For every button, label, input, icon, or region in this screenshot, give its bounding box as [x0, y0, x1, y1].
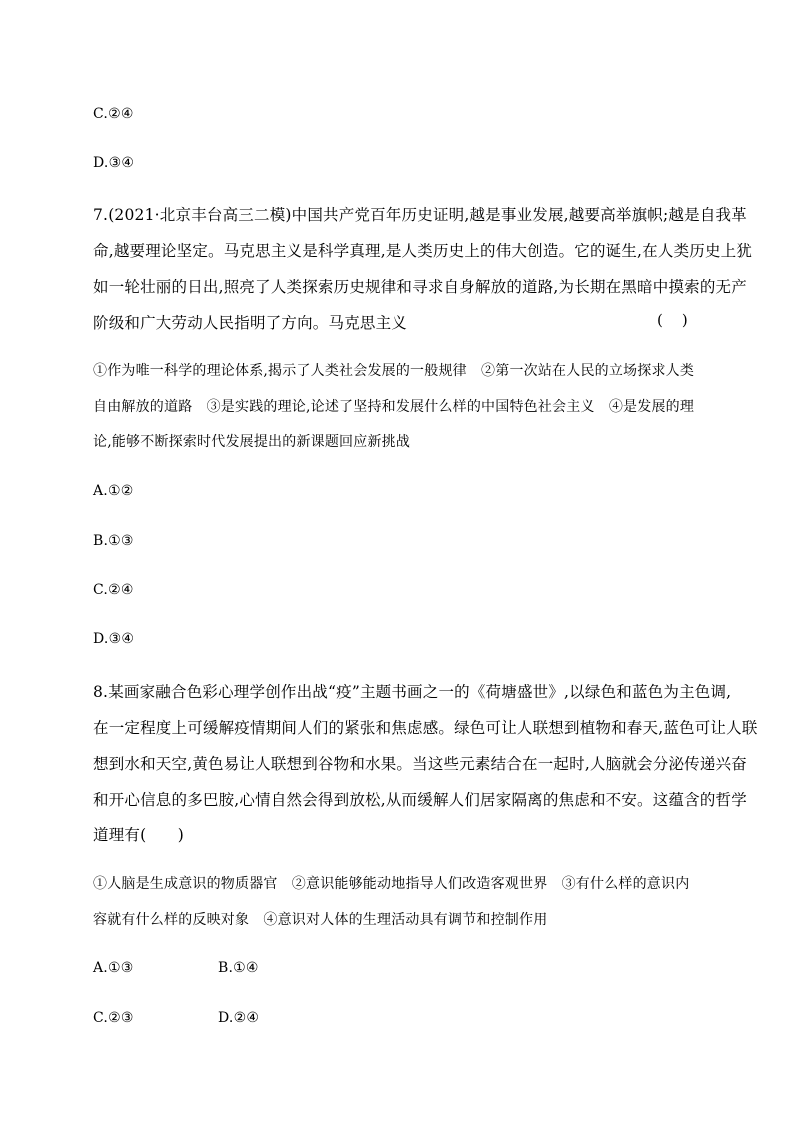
q8-stem-line: 和开心信息的多巴胺,心情自然会得到放松,从而缓解人们居家隔离的焦虑和不安。这蕴含的哲学: [93, 791, 747, 809]
q8-statement-line: ①人脑是生成意识的物质器官 ②意识能够能动地指导人们改造客观世界 ③有什么样的意识内: [93, 876, 690, 892]
q8-stem-line: 想到水和天空,黄色易让人联想到谷物和水果。当这些元素结合在一起时,人脑就会分泌传递兴奋: [93, 755, 747, 773]
q7-answer-bracket: ( ): [657, 311, 688, 329]
q7-option-d: D.③④: [93, 631, 135, 647]
q7-option-b: B.①③: [93, 533, 134, 549]
q6-option-c: C.②④: [93, 106, 134, 122]
q8-option-a: A.①③: [93, 960, 134, 976]
q8-stem-line: 在一定程度上可缓解疫情期间人们的紧张和焦虑感。绿色可让人联想到植物和春天,蓝色可让人联: [93, 719, 758, 737]
q7-option-a: A.①②: [93, 483, 134, 499]
q7-option-c: C.②④: [93, 582, 134, 598]
q7-statement-line: 论,能够不断探索时代发展提出的新课题回应新挑战: [93, 434, 411, 450]
q7-stem-line: 7.(2021·北京丰台高三二模)中国共产党百年历史证明,越是事业发展,越要高举旗帜;越是自我革: [93, 206, 747, 224]
q8-stem-line: 8.某画家融合色彩心理学创作出战“疫”主题书画之一的《荷塘盛世》,以绿色和蓝色为主色调,: [93, 683, 732, 701]
q7-statement-line: ①作为唯一科学的理论体系,揭示了人类社会发展的一般规律 ②第一次站在人民的立场探求人类: [93, 363, 695, 379]
q8-option-b: B.①④: [218, 960, 259, 976]
q8-option-d: D.②④: [218, 1010, 260, 1026]
q7-stem-line: 阶级和广大劳动人民指明了方向。马克思主义: [93, 314, 408, 332]
q7-stem-line: 命,越要理论坚定。马克思主义是科学真理,是人类历史上的伟大创造。它的诞生,在人类历史上犹: [93, 242, 753, 260]
q8-statement-line: 容就有什么样的反映对象 ④意识对人体的生理活动具有调节和控制作用: [93, 912, 548, 928]
q7-stem-line: 如一轮壮丽的日出,照亮了人类探索历史规律和寻求自身解放的道路,为长期在黑暗中摸索的无产: [93, 278, 747, 296]
q8-option-c: C.②③: [93, 1010, 134, 1026]
q8-stem-line: 道理有( ): [93, 826, 184, 844]
q7-statement-line: 自由解放的道路 ③是实践的理论,论述了坚持和发展什么样的中国特色社会主义 ④是发展的理: [93, 399, 695, 415]
q6-option-d: D.③④: [93, 155, 135, 171]
